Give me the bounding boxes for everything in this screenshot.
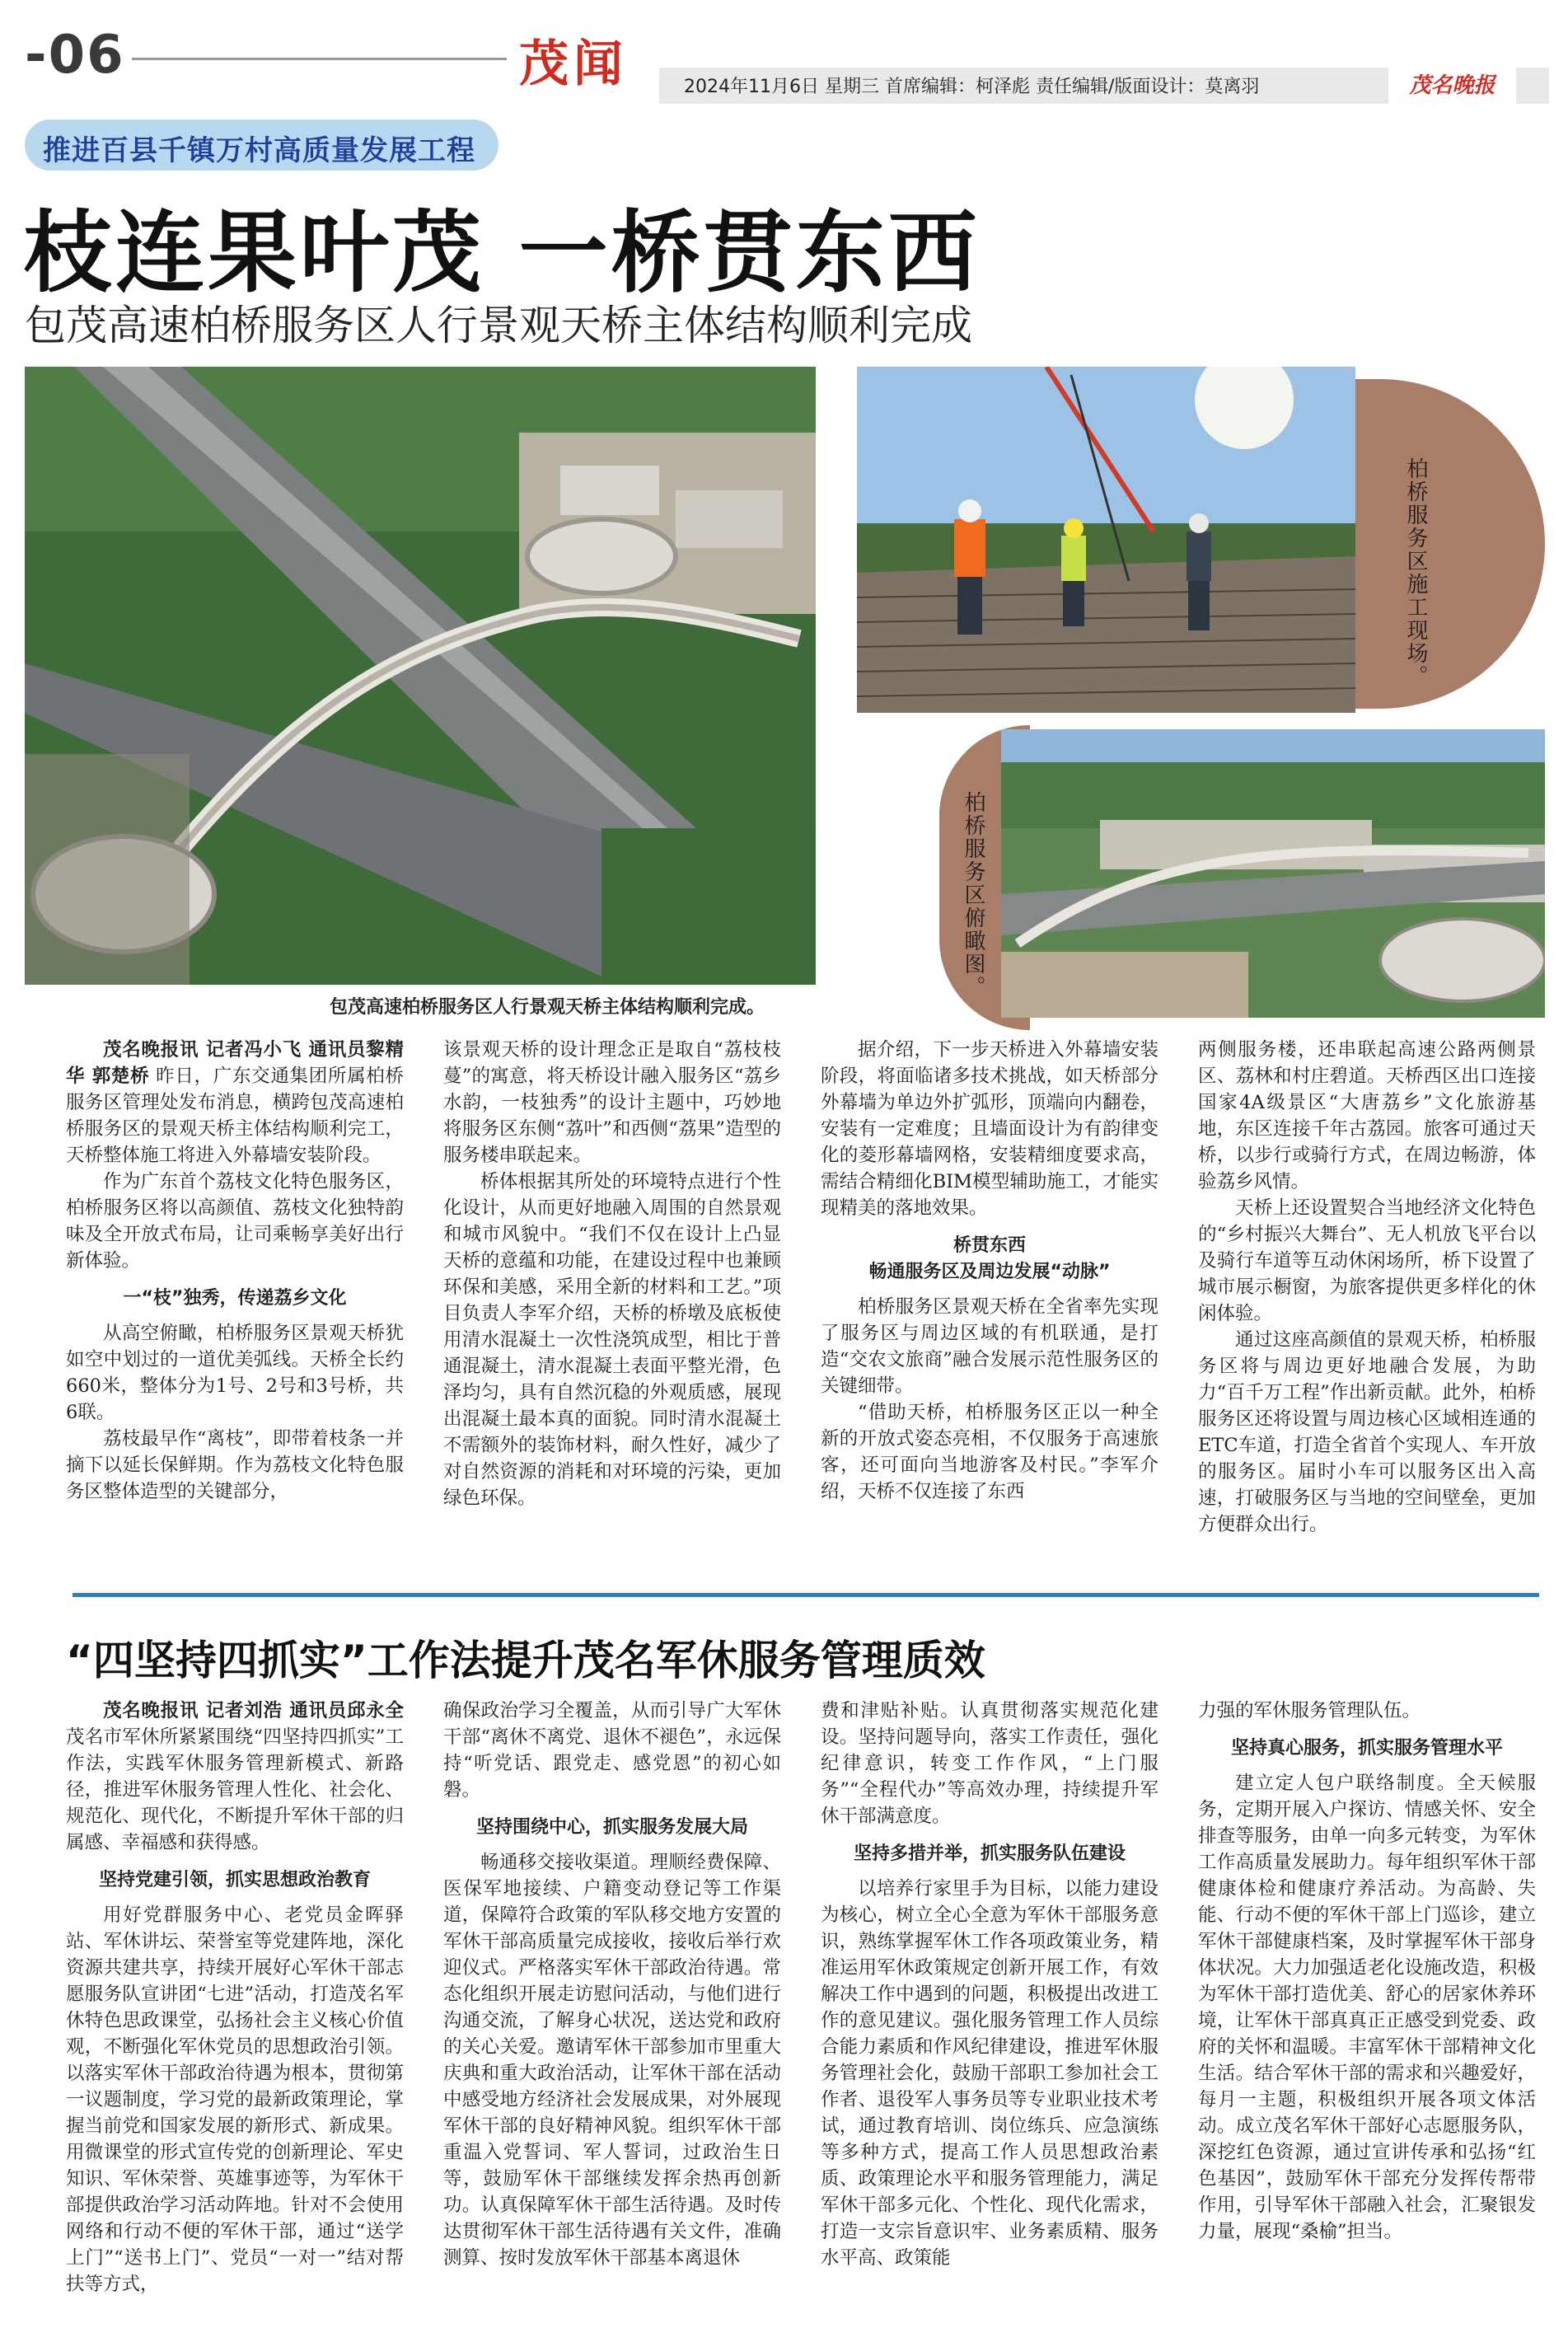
- article1-para-7: 柏桥服务区景观天桥在全省率先实现了服务区与周边区域的有机联通，是打造“交农文旅商”融合发展示范性服务区的关键细带。: [821, 1296, 1158, 1397]
- article2-para-1: 茂名市军休所紧紧围绕“四坚持四抓实”工作法，实践军休服务管理新模式、新路径，推进军休服务管理人性化、社会化、规范化、现代化，不断提升军休干部的归属感、幸福感和获得感。: [66, 1726, 404, 1853]
- article1-para-2: 作为广东首个荔枝文化特色服务区，柏桥服务区将以高颜值、荔枝文化独特韵味及全开放式布局，让司乘畅享美好出行新体验。: [66, 1171, 404, 1272]
- header-meta: 2024年11月6日 星期三 首席编辑：柯泽彪 责任编辑/版面设计：莫离羽: [684, 77, 1260, 97]
- article2-column-1: [66, 1698, 404, 2298]
- article1-subheadline: 包茂高速柏桥服务区人行景观天桥主体结构顺利完成: [25, 302, 972, 349]
- article2-para-3b: 费和津贴补贴。认真贯彻落实规范化建设。坚持问题导向，落实工作责任，强化纪律意识，转变工作作风，“上门服务”“全程代办”等高效办理，持续提升军休干部满意度。: [821, 1700, 1158, 1827]
- article2-para-5: 建立定人包户联络制度。全天候服务，定期开展入户探访、情感关怀、安全排查等服务，由单一向多元转变，为军休工作高质量发展助力。每年组织军休干部健康体检和健康疗养活动。为高龄、失能、行动不便的军休干部上门巡诊，建立军休干部健康档案，及时掌握军休干部身体状况。大力加强适老化设施改造，积极为军休干部打造优美、舒心的居家休养环境，让军休干部真真正正感受到党委、政府的关怀和温暖。丰富军休干部精神文化生活。结合军休干部的需求和兴趣爱好，每月一主题，积极组织开展各项文体活动。成立茂名军休干部好心志愿服务队，深挖红色资源，通过宣讲传承和弘扬“红色基因”，鼓励军休干部充分发挥传帮带作用，引导军休干部融入社会，汇聚银发力量，展现“桑榆”担当。: [1198, 1773, 1536, 2242]
- newspaper-logo: 茂名晚报: [1388, 68, 1516, 104]
- article2-para-2b: 确保政治学习全覆盖，从而引导广大军休干部“离休不离党、退休不褪色”，永远保持“听党话、跟党走、感党恩”的初心如磐。: [443, 1700, 781, 1801]
- construction-photo-caption: 柏桥服务区施工现场。: [1403, 457, 1428, 688]
- section-label: 茂闻: [519, 35, 628, 93]
- article1-subheading-2b: 畅通服务区及周边发展“动脉”: [868, 1262, 1111, 1282]
- aerial-photo-caption: 柏桥服务区俯瞰图。: [961, 791, 985, 999]
- article2-subheading-4: 坚持真心服务，抓实服务管理水平: [1230, 1738, 1503, 1759]
- article1-para-4b: 该景观天桥的设计理念正是取自“荔枝枝蔓”的寓意，将天桥设计融入服务区“荔乡水韵，一枝独秀”的设计主题中，巧妙地将服务区东侧“荔叶”和西侧“荔果”造型的服务楼串联起来。: [443, 1039, 781, 1166]
- aerial-bridge-photo: [25, 367, 816, 985]
- aerial-overview-photo: [1001, 729, 1545, 1018]
- article2-para-3a: 畅通移交接收渠道。理顺经费保障、医保军地接续、户籍变动登记等工作渠道，保障符合政策的军队移交地方安置的军休干部高质量完成接收，接收后举行欢迎仪式。严格落实军休干部政治待遇。常态化组织开展走访慰问活动，与他们进行沟通交流，了解身心状况，送达党和政府的关心关爱。邀请军休干部参加市里重大庆典和重大政治活动，让军休干部在活动中感受地方经济社会发展成果，对外展现军休干部的良好精神风貌。组织军休干部重温入党誓词、军人誓词，过政治生日等，鼓励军休干部继续发挥余热再创新功。认真保障军休干部生活待遇。及时传达贯彻军休干部生活待遇有关文件，准确测算、按时发放军休干部基本离退休: [443, 1852, 781, 2269]
- article1-subheading-1: 一“枝”独秀，传递荔乡文化: [123, 1288, 347, 1309]
- article2-headline: “四坚持四抓实”工作法提升茂名军休服务管理质效: [66, 1637, 985, 1684]
- article2-column-3: [821, 1698, 1158, 2271]
- article2-para-4b: 力强的军休服务管理队伍。: [1198, 1700, 1421, 1721]
- article1-para-9: 天桥上还设置契合当地经济文化特色的“乡村振兴大舞台”、无人机放飞平台以及骑行车道等互动休闲场所，桥下设置了城市展示橱窗，为旅客提供更多样化的休闲体验。: [1198, 1197, 1536, 1324]
- section-divider: [73, 1593, 1539, 1597]
- main-photo-caption: 包茂高速柏桥服务区人行景观天桥主体结构顺利完成。: [330, 997, 765, 1018]
- article1-para-8a: “借助天桥，柏桥服务区正以一种全新的开放式姿态亮相，不仅服务于高速旅客，还可面向当地游客及村民。”李军介绍，天桥不仅连接了东西: [821, 1402, 1158, 1502]
- article2-subheading-1: 坚持党建引领，抓实思想政治教育: [98, 1870, 371, 1890]
- article1-column-3: [821, 1037, 1158, 1505]
- topic-label: 推进百县千镇万村高质量发展工程: [43, 134, 475, 167]
- article1-para-10: 通过这座高颜值的景观天桥，柏桥服务区将与周边更好地融合发展，为助力“百千万工程”作出新贡献。此外，柏桥服务区还将设置与周边核心区域相连通的ETC车道，打造全省首个实现人、车开放的服务区。届时小车可以服务区出入高速，打破服务区与当地的空间壁垒，更加方便群众出行。: [1198, 1329, 1536, 1535]
- article1-byline: 茂名晚报讯 记者冯小飞 通讯员黎精华 郭楚桥: [66, 1039, 404, 1087]
- article1-para-1: 昨日，广东交通集团所属柏桥服务区管理处发布消息，横跨包茂高速柏桥服务区的景观天桥主体结构顺利完工，天桥整体施工将进入外幕墙安装阶段。: [66, 1066, 404, 1166]
- article1-para-3: 从高空俯瞰，柏桥服务区景观天桥犹如空中划过的一道优美弧线。天桥全长约660米，整体分为1号、2号和3号桥，共6联。: [66, 1323, 404, 1423]
- article2-para-2a: 用好党群服务中心、老党员金晖驿站、军休讲坛、荣誉室等党建阵地，深化资源共建共享，持续开展好心军休干部志愿服务队宣讲团“七进”活动，打造茂名军休特色思政课堂，弘扬社会主义核心价值观，不断强化军休党员的思想政治引领。以落实军休干部政治待遇为根本，贯彻第一议题制度，学习党的最新政策理论，掌握当前党和国家发展的新形式、新成果。用微课堂的形式宣传党的创新理论、军史知识、军休荣誉、英雄事迹等，为军休干部提供政治学习活动阵地。针对不会使用网络和行动不便的军休干部，通过“送学上门”“送书上门”、党员“一对一”结对帮扶等方式，: [66, 1904, 404, 2295]
- article2-column-2: [443, 1698, 781, 2271]
- article2-byline: 茂名晚报讯 记者刘浩 通讯员邱永全: [103, 1700, 404, 1721]
- article1-headline: 枝连果叶茂 一桥贯东西: [23, 202, 981, 305]
- article1-para-6: 据介绍，下一步天桥进入外幕墙安装阶段，将面临诸多技术挑战，如天桥部分外幕墙为单边外扩弧形，顶端向内翻卷，安装有一定难度；且墙面设计为有韵律变化的菱形幕墙网格，安装精细度要求高，需结合精细化BIM模型辅助施工，才能实现精美的落地效果。: [821, 1039, 1158, 1219]
- article1-para-8b: 两侧服务楼，还串联起高速公路两侧景区、荔林和村庄碧道。天桥西区出口连接国家4A级景区“大唐荔乡”文化旅游基地，东区连接千年古荔园。旅客可通过天桥，以步行或骑行方式，在周边畅游，体验荔乡风情。: [1198, 1039, 1536, 1192]
- construction-site-photo: [857, 367, 1355, 713]
- article1-column-2: [443, 1037, 781, 1511]
- article2-subheading-3: 坚持多措并举，抓实服务队伍建设: [853, 1843, 1126, 1864]
- page-number: -06: [25, 25, 125, 86]
- article1-para-5: 桥体根据其所处的环境特点进行个性化设计，从而更好地融入周围的自然景观和城市风貌中。“我们不仅在设计上凸显天桥的意蕴和功能，在建设过程中也兼顾环保和美感，采用全新的材料和工艺。”项目负责人李军介绍，天桥的桥墩及底板使用清水混凝土一次性浇筑成型，相比于普通混凝土，清水混凝土表面平整光滑，色泽均匀，具有自然沉稳的外观质感，展现出混凝土最本真的面貌。同时清水混凝土不需额外的装饰材料，耐久性好，减少了对自然资源的消耗和对环境的污染，更加绿色环保。: [443, 1171, 781, 1509]
- article2-para-4a: 以培养行家里手为目标，以能力建设为核心，树立全心全意为军休干部服务意识，熟练掌握军休工作各项政策业务，精准运用军休政策规定创新开展工作，有效解决工作中遇到的问题，积极提出改进工作的意见建议。强化服务管理工作人员综合能力素质和作风纪律建设，推进军休服务管理社会化，鼓励干部职工参加社会工作者、退役军人事务员等专业职业技术考试，通过教育培训、岗位练兵、应急演练等多种方式，提高工作人员思想政治素质、政策理论水平和服务管理能力，满足军休干部多元化、个性化、现代化需求，打造一支宗旨意识牢、业务素质精、服务水平高、政策能: [821, 1878, 1158, 2269]
- article1-subheading-2a: 桥贯东西: [953, 1235, 1026, 1256]
- article1-column-4: [1198, 1037, 1536, 1538]
- article1-para-4a: 荔枝最早作“离枝”，即带着枝条一并摘下以延长保鲜期。作为荔枝文化特色服务区整体造型的关键部分，: [66, 1428, 404, 1502]
- header-rule: [132, 58, 507, 60]
- article2-subheading-2: 坚持围绕中心，抓实服务发展大局: [475, 1817, 748, 1838]
- caption-shape-construction: [1351, 379, 1545, 709]
- article1-column-1: [66, 1037, 404, 1505]
- article2-column-4: [1198, 1698, 1536, 2245]
